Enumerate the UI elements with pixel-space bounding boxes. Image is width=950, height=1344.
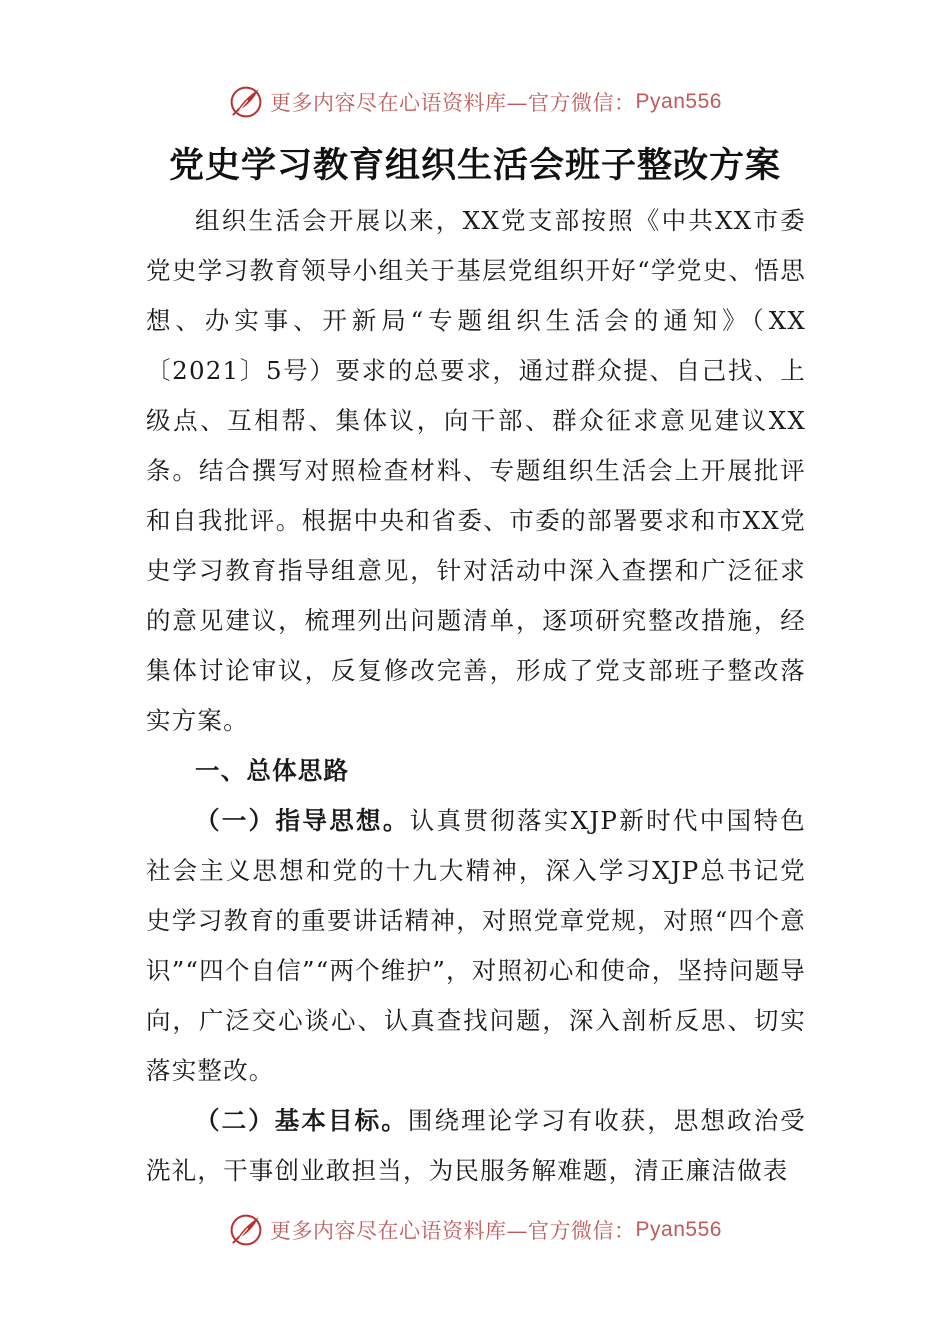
feather-pen-logo-icon bbox=[228, 1212, 264, 1248]
banner-text: 更多内容尽在心语资料库—官方微信： bbox=[270, 91, 636, 115]
banner-wechat-id: Pyan556 bbox=[635, 90, 722, 113]
section-heading: 一、总体思路 bbox=[195, 756, 350, 785]
intro-paragraph: 组织生活会开展以来，XX党支部按照《中共XX市委党史学习教育领导小组关于基层党组织开好“学党史、悟思想、办实事、开新局“专题组织生活会的通知》（XX〔2021〕5号）要求的总要求，通过群众提、自己找、上级点、互相帮、集体议，向干部、群众征求意见建议XX条。结合撰写对照检查材料、专题组织生活会上开展批评和自我批评。根据中央和省委、市委的部署要求和市XX党史学习教育指导组意见，针对活动中深入查摆和广泛征求的意见建议，梳理列出问题清单，逐项研究整改措施，经集体讨论审议，反复修改完善，形成了党支部班子整改落实方案。 bbox=[146, 206, 806, 735]
basic-goal-text: 围绕理论学习有收获，思想政治受洗礼，干事创业敢担当，为民服务解难题，清正廉洁做表 bbox=[146, 1106, 806, 1185]
basic-goal-lead: （二）基本目标。 bbox=[195, 1106, 408, 1135]
guiding-thought-lead: （一）指导思想。 bbox=[195, 806, 410, 835]
footer-banner bbox=[0, 1210, 950, 1250]
document-body bbox=[146, 196, 806, 1196]
basic-goal-paragraph bbox=[146, 1096, 806, 1196]
guiding-thought-paragraph bbox=[146, 796, 806, 1096]
feather-pen-logo-icon bbox=[228, 84, 264, 120]
banner-text: 更多内容尽在心语资料库—官方微信： bbox=[270, 1219, 636, 1243]
banner-wechat-id: Pyan556 bbox=[635, 1218, 722, 1241]
guiding-thought-text: 认真贯彻落实XJP新时代中国特色社会主义思想和党的十九大精神，深入学习XJP总书记党史学习教育的重要讲话精神，对照党章党规，对照“四个意识”“四个自信”“两个维护”，对照初心和使命，坚持问题导向，广泛交心谈心、认真查找问题，深入剖析反思、切实落实整改。 bbox=[146, 806, 806, 1085]
document-title: 党史学习教育组织生活会班子整改方案 bbox=[168, 145, 781, 186]
header-banner bbox=[0, 82, 950, 122]
